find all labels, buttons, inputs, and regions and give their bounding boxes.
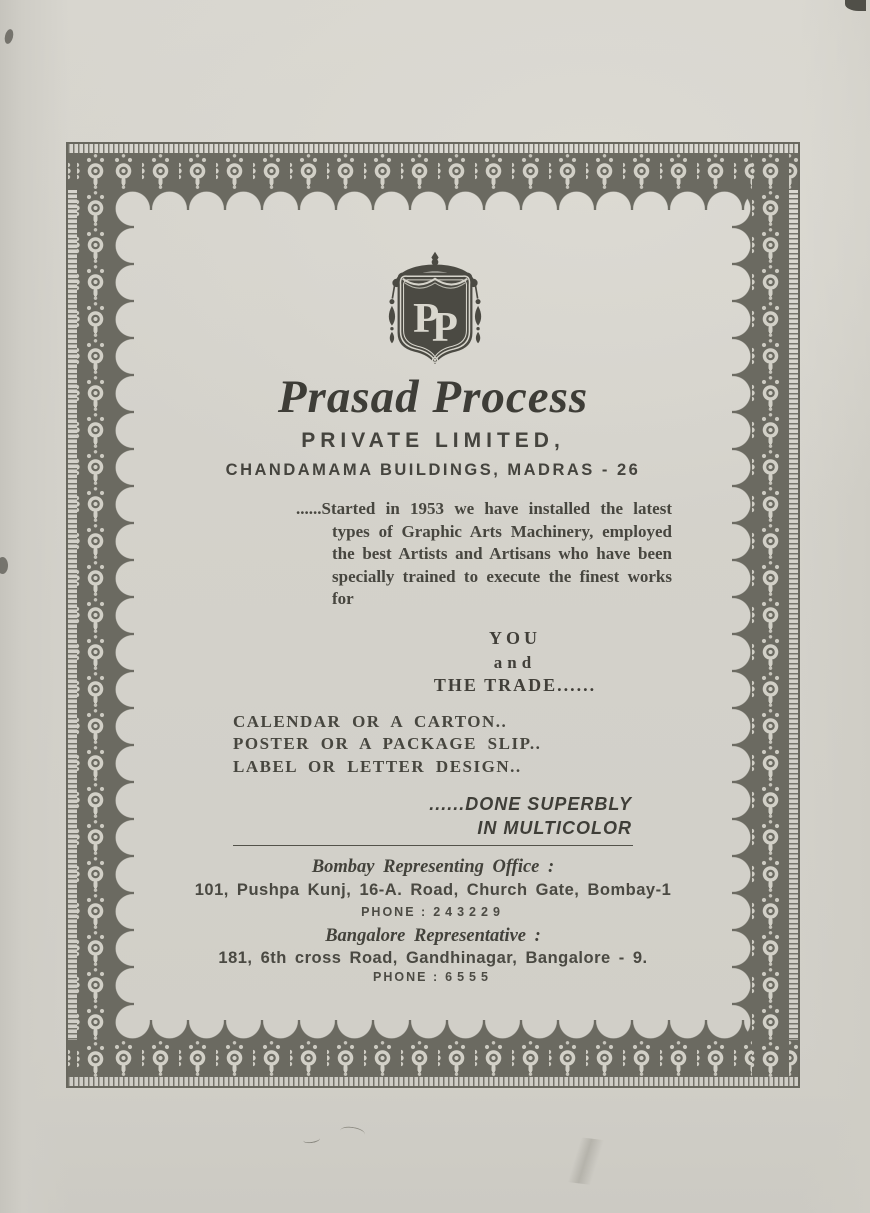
company-name-heading: Prasad Process bbox=[277, 371, 589, 423]
service-item-poster: POSTER OR A PACKAGE SLIP.. bbox=[233, 734, 542, 754]
pp-crest-graphic bbox=[383, 251, 487, 369]
crest-tassel-left bbox=[389, 286, 395, 343]
phone-label: PHONE : bbox=[361, 905, 428, 919]
audience-trade: THE TRADE...... bbox=[433, 675, 597, 695]
bangalore-phone-line bbox=[114, 970, 752, 984]
services-list bbox=[233, 711, 541, 778]
tagline-block bbox=[330, 793, 632, 840]
bangalore-phone-number: 6555 bbox=[445, 970, 493, 984]
tagline-line-2: IN MULTICOLOR bbox=[477, 817, 632, 838]
service-item-label: LABEL OR LETTER DESIGN.. bbox=[233, 756, 522, 776]
audience-and: and bbox=[493, 652, 537, 672]
contact-divider-rule bbox=[233, 845, 633, 846]
phone-label: PHONE : bbox=[373, 970, 440, 984]
company-building-line: CHANDAMAMA BUILDINGS, MADRAS - 26 bbox=[225, 461, 641, 479]
intro-paragraph bbox=[296, 498, 672, 611]
crest-tassel-right bbox=[475, 286, 481, 343]
service-item-calendar: CALENDAR OR A CARTON.. bbox=[233, 712, 508, 731]
bombay-phone-line bbox=[114, 905, 752, 919]
intro-text: Started in 1953 we have installed the latest types of Graphic Arts Machinery, employed the best Artists and Artisans who have been specially trained to execute the finest works for bbox=[321, 499, 672, 609]
bangalore-address: 181, 6th cross Road, Gandhinagar, Bangalore - 9. bbox=[218, 949, 648, 967]
bangalore-representative-label: Bangalore Representative : bbox=[325, 926, 541, 946]
audience-block bbox=[395, 627, 635, 698]
bombay-office-label: Bombay Representing Office : bbox=[311, 857, 555, 877]
audience-you: YOU bbox=[489, 628, 541, 648]
bombay-address: 101, Pushpa Kunj, 16-A. Road, Church Gate, Bombay-1 bbox=[194, 881, 672, 899]
pp-crest-logo bbox=[383, 251, 487, 369]
bombay-phone-number: 243229 bbox=[433, 905, 505, 919]
crest-knob bbox=[432, 259, 439, 266]
monogram-letter-2: P bbox=[431, 304, 458, 352]
monogram-letter-1: P bbox=[413, 294, 440, 342]
company-type-line: PRIVATE LIMITED, bbox=[301, 429, 565, 452]
tagline-line-1: ......DONE SUPERBLY bbox=[429, 794, 632, 814]
leader-dots: ...... bbox=[296, 499, 322, 518]
